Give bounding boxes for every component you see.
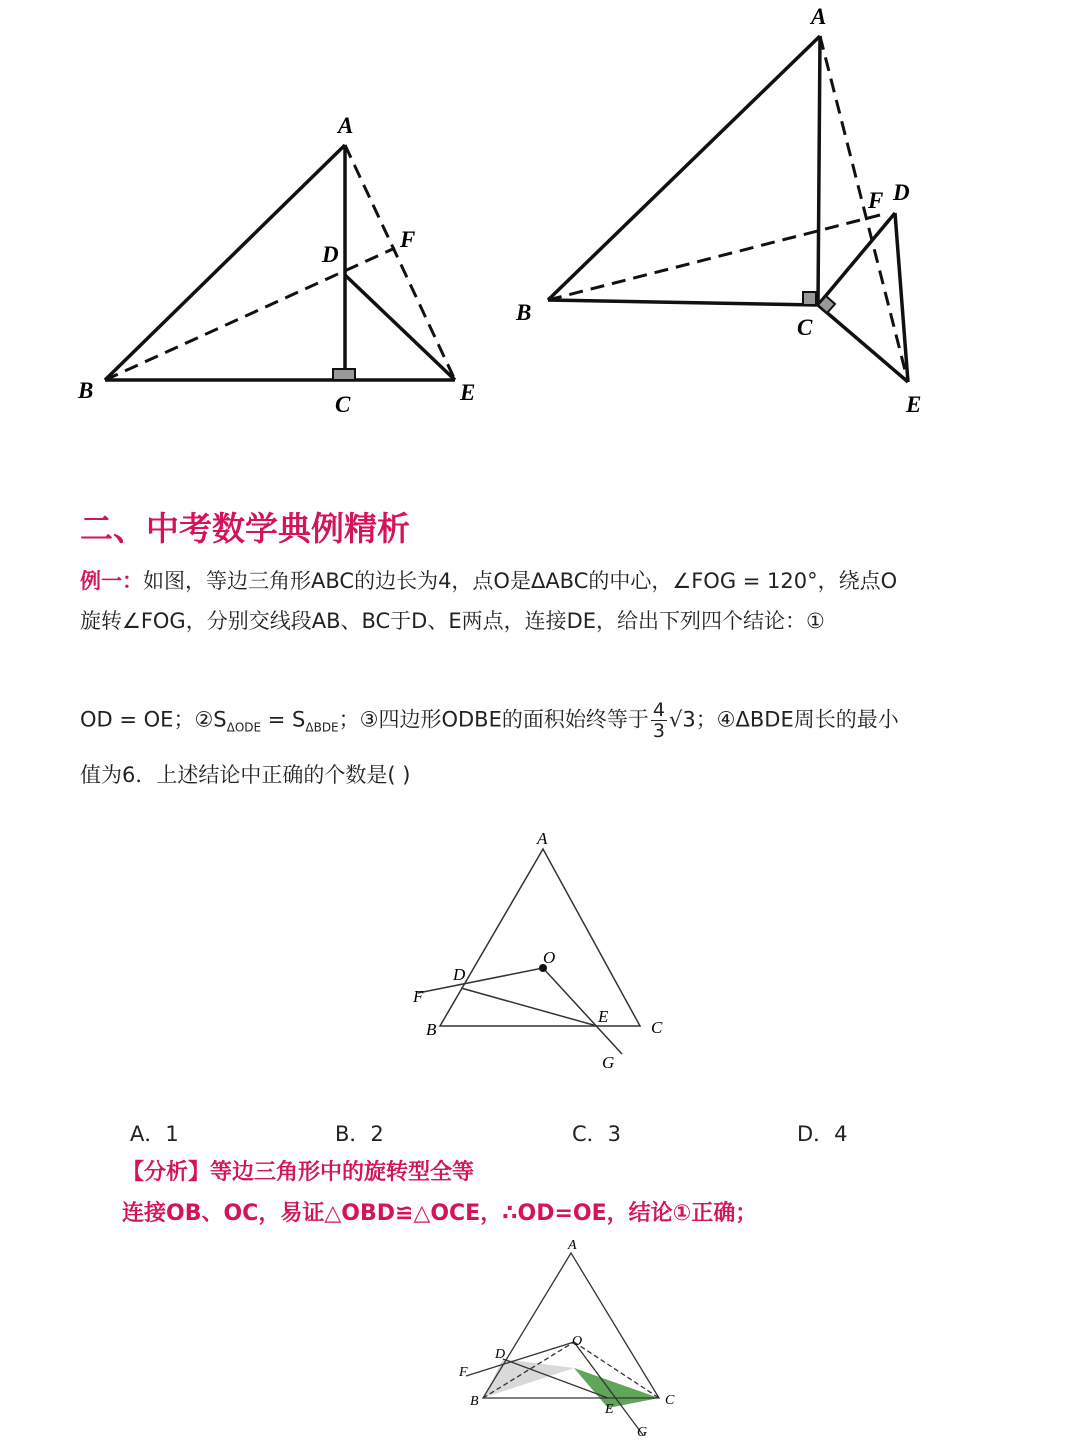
example-line-1 — [80, 566, 897, 596]
line3-part-d: ；④ΔBDE周长的最小 — [695, 707, 899, 732]
fig4-label-o: O — [572, 1334, 583, 1349]
figure-1 — [105, 145, 455, 380]
fig2-label-a: A — [811, 4, 827, 29]
option-a[interactable]: A．1 — [130, 1122, 179, 1146]
fig4-label-c: C — [665, 1393, 675, 1408]
fig4-label-g: G — [637, 1425, 648, 1440]
example-label: 例一： — [80, 569, 143, 593]
fig1-label-c: C — [335, 392, 351, 417]
fig2-label-d: D — [893, 180, 910, 205]
fig2-label-c: C — [797, 315, 813, 340]
figure-3 — [400, 820, 700, 1080]
fig3-label-f: F — [413, 987, 424, 1006]
top-figures — [0, 0, 1080, 470]
example-line-3 — [80, 700, 899, 743]
fig4-label-b: B — [470, 1394, 479, 1409]
option-d[interactable]: D．4 — [797, 1122, 848, 1146]
line3-part-b: = S — [261, 707, 306, 732]
line3-part-c: ；③四边形ODBE的面积始终等于 — [338, 707, 649, 732]
shaded-triangle-oce — [574, 1368, 659, 1408]
example-text-1: 如图，等边三角形ABC的边长为4，点O是ΔABC的中心，∠FOG = 120°，绕点O — [143, 569, 898, 593]
fig1-label-e: E — [460, 380, 476, 405]
line3-sub-2: ΔBDE — [305, 720, 339, 735]
option-c[interactable]: C．3 — [572, 1122, 622, 1146]
fig1-label-b: B — [78, 378, 94, 403]
fig3-label-e: E — [598, 1007, 609, 1026]
figure-2 — [548, 36, 908, 382]
option-b[interactable]: B．2 — [335, 1122, 384, 1146]
fig4-label-d: D — [495, 1347, 506, 1362]
fig3-label-b: B — [426, 1020, 437, 1039]
section-title: 二、中考数学典例精析 — [80, 509, 410, 548]
fig1-label-a: A — [338, 113, 354, 138]
fig1-label-f: F — [400, 227, 416, 252]
fraction-denominator: 3 — [652, 720, 665, 742]
fraction — [651, 700, 667, 741]
example-line-2: 旋转∠FOG，分别交线段AB、BC于D、E两点，连接DE，给出下列四个结论：① — [80, 609, 825, 633]
fig3-label-o: O — [543, 948, 556, 967]
line3-sub-1: ΔODE — [226, 720, 262, 735]
figure-4 — [450, 1230, 710, 1441]
fig4-label-e: E — [605, 1402, 614, 1417]
fig3-label-a: A — [537, 829, 548, 848]
fig3-label-c: C — [651, 1018, 663, 1037]
fig1-label-d: D — [322, 242, 339, 267]
sqrt-value: √3 — [668, 707, 696, 732]
line3-part-a: OD = OE；②S — [80, 707, 227, 732]
fig4-label-a: A — [568, 1238, 577, 1253]
fraction-numerator: 4 — [652, 699, 665, 721]
fig2-label-e: E — [906, 392, 922, 417]
fig3-label-g: G — [602, 1053, 615, 1072]
fig4-label-f: F — [459, 1365, 468, 1380]
analysis-title: 【分析】等边三角形中的旋转型全等 — [122, 1160, 475, 1185]
fig2-label-b: B — [516, 300, 532, 325]
fig2-label-f: F — [868, 188, 884, 213]
fig3-label-d: D — [453, 965, 466, 984]
analysis-line-1: 连接OB、OC，易证△OBD≌△OCE，∴OD=OE，结论①正确； — [122, 1201, 758, 1226]
shaded-triangle-obd — [483, 1359, 574, 1398]
example-line-4: 值为6．上述结论中正确的个数是( ) — [80, 763, 411, 787]
